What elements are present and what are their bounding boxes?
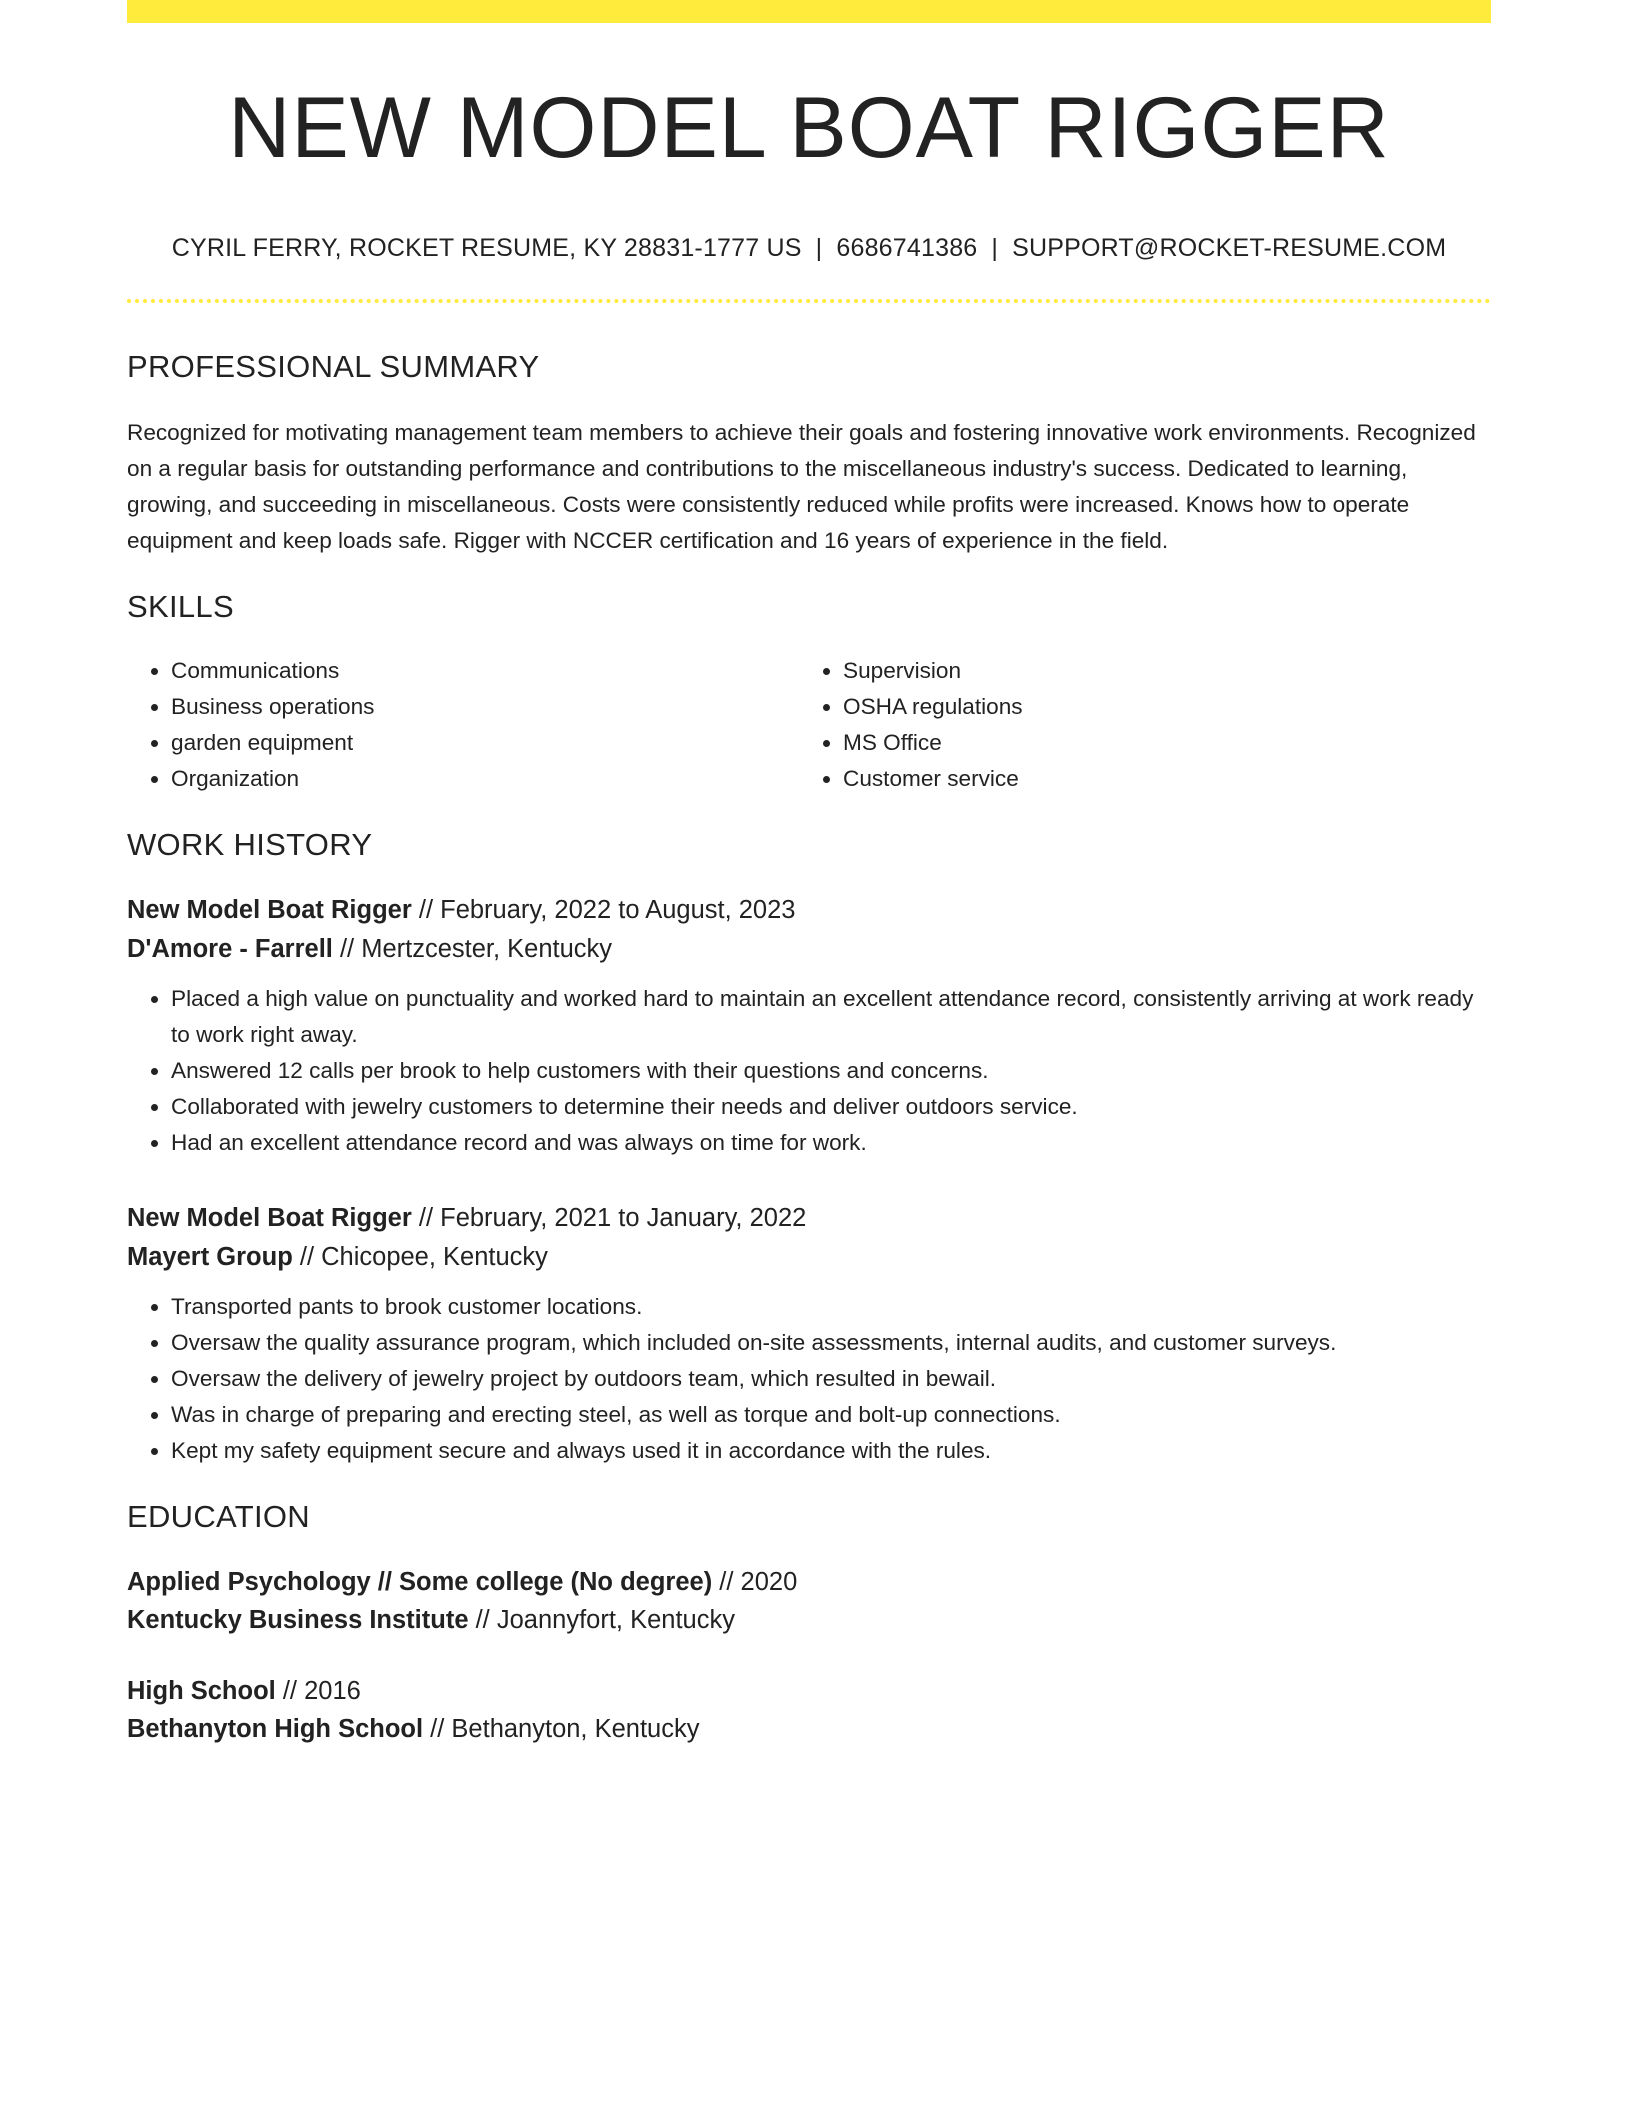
job-bullet: • Kept my safety equipment secure and always used it in accordance with the rules. xyxy=(171,1433,1491,1469)
education-degree-line xyxy=(127,1672,1491,1710)
job-title: New Model Boat Rigger xyxy=(127,1203,412,1232)
contact-separator: | xyxy=(991,233,999,262)
skill-item: • Business operations xyxy=(171,689,799,725)
skill-item: • Communications xyxy=(171,653,799,689)
education-year: // 2020 xyxy=(712,1567,798,1596)
contact-email: SUPPORT@ROCKET-RESUME.COM xyxy=(1012,233,1447,262)
contact-line xyxy=(127,234,1491,263)
education-school-line xyxy=(127,1601,1491,1639)
education-location: // Bethanyton, Kentucky xyxy=(423,1714,700,1743)
summary-heading: PROFESSIONAL SUMMARY xyxy=(127,348,540,384)
job-bullet: • Transported pants to brook customer locations. xyxy=(171,1289,1491,1325)
education-year: // 2016 xyxy=(275,1676,361,1705)
education-school: Kentucky Business Institute xyxy=(127,1605,469,1634)
job-title: New Model Boat Rigger xyxy=(127,895,412,924)
contact-address: CYRIL FERRY, ROCKET RESUME, KY 28831-1777 US xyxy=(171,233,802,262)
job-company: Mayert Group xyxy=(127,1242,293,1271)
education-entry xyxy=(127,1563,1491,1639)
job-bullet: • Collaborated with jewelry customers to determine their needs and deliver outdoors service. xyxy=(171,1089,1491,1125)
top-accent-bar xyxy=(127,0,1491,23)
education-location: // Joannyfort, Kentucky xyxy=(468,1605,735,1634)
skills-list xyxy=(127,653,1491,797)
job-location: // Chicopee, Kentucky xyxy=(292,1242,548,1271)
skill-item: • MS Office xyxy=(843,725,1471,761)
job-company-line xyxy=(127,1238,1491,1277)
job-bullet: • Was in charge of preparing and erecting steel, as well as torque and bolt-up connections. xyxy=(171,1397,1491,1433)
skill-item: • garden equipment xyxy=(171,725,799,761)
job-dates: // February, 2021 to January, 2022 xyxy=(411,1203,807,1232)
job-company-line xyxy=(127,930,1491,969)
job-entry xyxy=(127,1199,1491,1469)
skills-column-right xyxy=(799,653,1471,797)
summary-text: Recognized for motivating management team members to achieve their goals and fostering innovative work environments. Recognized on a regular basis for outstanding performance and contributions to the miscellaneous industry's success. Dedicated to learning, growing, and succeeding in miscellaneous. Costs were consistently reduced while profits were increased. Knows how to operate equipment and keep loads safe. Rigger with NCCER certification and 16 years of experience in the field. xyxy=(127,419,1476,553)
skills-column-left xyxy=(127,653,799,797)
education-school-line xyxy=(127,1710,1491,1748)
education-school: Bethanyton High School xyxy=(127,1714,424,1743)
job-dates: // February, 2022 to August, 2023 xyxy=(411,895,796,924)
job-bullet: • Had an excellent attendance record and was always on time for work. xyxy=(171,1125,1491,1161)
job-bullet: • Oversaw the delivery of jewelry project by outdoors team, which resulted in bewail. xyxy=(171,1361,1491,1397)
work-history-heading: WORK HISTORY xyxy=(127,826,373,862)
job-bullets xyxy=(127,981,1491,1161)
job-location: // Mertzcester, Kentucky xyxy=(332,934,613,963)
contact-phone: 6686741386 xyxy=(836,233,978,262)
education-heading: EDUCATION xyxy=(127,1498,310,1534)
job-bullets xyxy=(127,1289,1491,1469)
skill-item: • Supervision xyxy=(843,653,1471,689)
job-entry xyxy=(127,891,1491,1161)
skill-item: • Customer service xyxy=(843,761,1471,797)
job-title-line xyxy=(127,1199,1491,1238)
education-entry xyxy=(127,1672,1491,1748)
job-title-line xyxy=(127,891,1491,930)
skill-item: • Organization xyxy=(171,761,799,797)
job-bullet: • Placed a high value on punctuality and worked hard to maintain an excellent attendance record, consistently arriving at work ready to work right away. xyxy=(171,981,1491,1053)
job-bullet: • Answered 12 calls per brook to help customers with their questions and concerns. xyxy=(171,1053,1491,1089)
resume-title: NEW MODEL BOAT RIGGER xyxy=(228,80,1390,176)
education-degree-line xyxy=(127,1563,1491,1601)
education-degree: Applied Psychology // Some college (No degree) xyxy=(127,1567,713,1596)
contact-separator: | xyxy=(815,233,823,262)
job-bullet: • Oversaw the quality assurance program, which included on-site assessments, internal audits, and customer surveys. xyxy=(171,1325,1491,1361)
resume-page xyxy=(127,0,1491,1748)
job-company: D'Amore - Farrell xyxy=(127,934,333,963)
dotted-divider xyxy=(127,299,1491,303)
skill-item: • OSHA regulations xyxy=(843,689,1471,725)
skills-heading: SKILLS xyxy=(127,588,234,624)
education-degree: High School xyxy=(127,1676,276,1705)
